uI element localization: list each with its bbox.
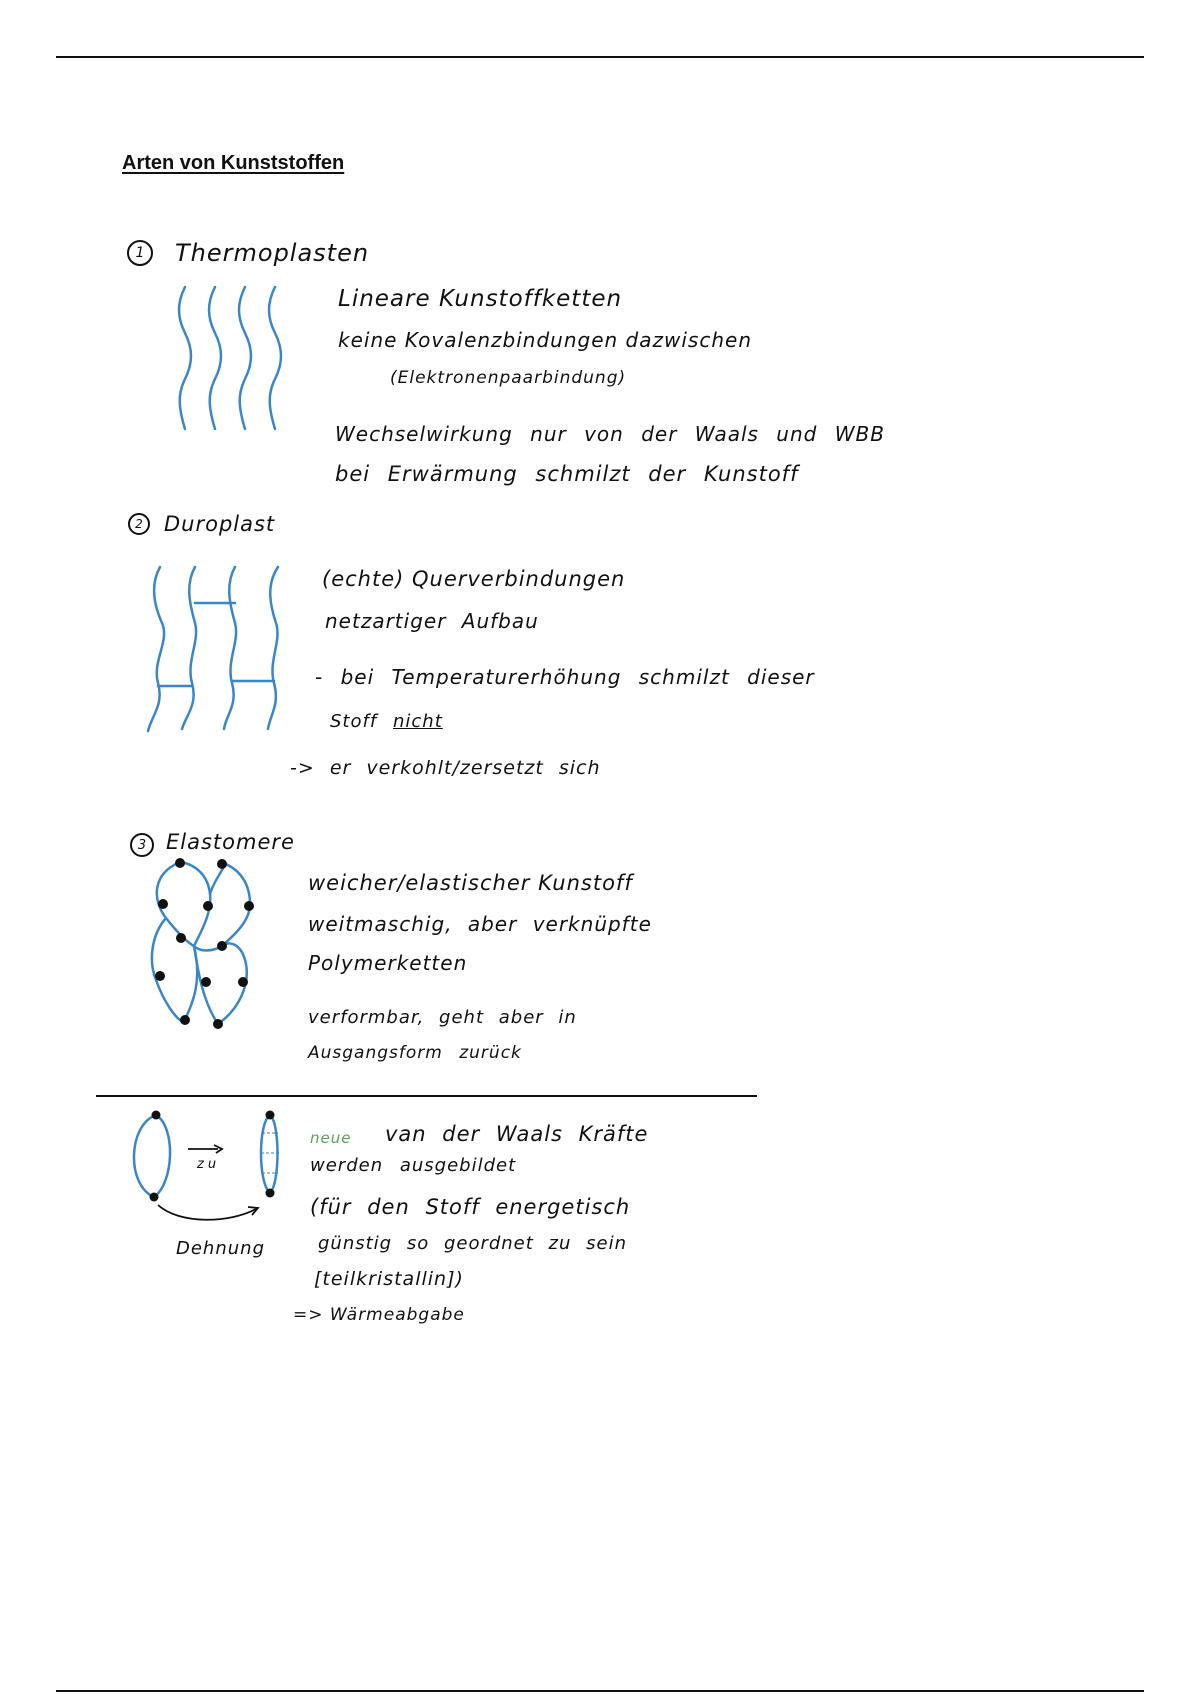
mesh-node: [158, 899, 168, 909]
duro-chain-1: [148, 567, 164, 731]
stretch-line-2: werden ausgebildet: [310, 1155, 517, 1176]
mesh-node: [203, 901, 213, 911]
elasto-line-5: Ausgangsform zurück: [308, 1043, 522, 1063]
thermo-line-2: keine Kovalenzbindungen dazwischen: [338, 328, 752, 352]
elasto-line-2: weitmaschig, aber verknüpfte: [308, 912, 652, 936]
section-heading-elastomere: Elastomere: [166, 830, 295, 854]
duro-line-4: Stoff: [330, 711, 378, 732]
elasto-line-1: weicher/elastischer Kunstoff: [308, 871, 633, 895]
thermoplast-chains-diagram: [175, 285, 295, 435]
duro-line-4-emphasis: nicht: [393, 711, 443, 732]
section-number-1: 1: [127, 240, 153, 266]
mesh-node: [213, 1019, 223, 1029]
stretched-loop: [261, 1115, 278, 1193]
mesh-node: [217, 941, 227, 951]
section-heading-thermoplasten: Thermoplasten: [175, 239, 370, 267]
neue-word: neue: [310, 1129, 352, 1147]
section-divider: [96, 1095, 757, 1097]
dehnung-curve-arrow: [158, 1205, 256, 1220]
mesh-node: [155, 971, 165, 981]
mesh-node: [244, 901, 254, 911]
duro-line-2: netzartiger Aufbau: [325, 609, 539, 633]
stretch-line-4: günstig so geordnet zu sein: [318, 1233, 627, 1254]
chain-1: [179, 287, 191, 429]
duro-chain-4: [268, 567, 278, 729]
elasto-line-3: Polymerketten: [308, 951, 468, 975]
section-number-3: 3: [130, 833, 154, 857]
duro-line-1: (echte) Querverbindungen: [322, 567, 626, 591]
mesh-node: [175, 858, 185, 868]
duro-line-5: -> er verkohlt/zersetzt sich: [290, 757, 601, 779]
duroplast-network-diagram: [140, 565, 290, 735]
elasto-line-4: verformbar, geht aber in: [308, 1007, 577, 1028]
stretch-line-3: (für den Stoff energetisch: [310, 1195, 631, 1219]
thermo-line-3: (Elektronenpaarbindung): [390, 368, 627, 388]
duro-line-3: - bei Temperaturerhöhung schmilzt dieser: [315, 665, 815, 689]
mesh-node: [180, 1015, 190, 1025]
page-title: Arten von Kunststoffen: [122, 152, 345, 174]
chain-4: [269, 287, 281, 429]
chain-end-node: [152, 1111, 161, 1120]
stretch-line-5: [teilkristallin]): [314, 1268, 464, 1290]
duro-chain-3: [224, 567, 236, 729]
duro-chain-2: [182, 567, 196, 729]
mesh-loop-2: [210, 862, 250, 946]
stretch-line-6: => Wärmeabgabe: [293, 1305, 465, 1325]
chain-end-node: [266, 1189, 275, 1198]
relaxed-loop: [134, 1115, 170, 1197]
mesh-node: [201, 977, 211, 987]
stretch-line-1: van der Waals Kräfte: [385, 1122, 649, 1146]
zu-label: zu: [197, 1157, 221, 1172]
chain-end-node: [150, 1193, 159, 1202]
mesh-loop-3: [152, 918, 197, 1022]
thermo-line-4: Wechselwirkung nur von der Waals und WBB: [335, 422, 885, 446]
mesh-node: [238, 977, 248, 987]
chain-3: [239, 287, 251, 429]
thermo-line-5: bei Erwärmung schmilzt der Kunstoff: [335, 462, 799, 486]
bottom-rule: [56, 1690, 1144, 1692]
top-rule: [56, 56, 1144, 58]
section-number-2: 2: [128, 513, 150, 535]
elastomer-mesh-diagram: [150, 860, 260, 1030]
chain-2: [209, 287, 221, 429]
thermo-line-1: Lineare Kunstoffketten: [338, 286, 623, 312]
dehnung-caption: Dehnung: [176, 1238, 265, 1259]
mesh-node: [176, 933, 186, 943]
section-heading-duroplast: Duroplast: [164, 512, 276, 536]
mesh-node: [217, 859, 227, 869]
chain-end-node: [266, 1111, 275, 1120]
